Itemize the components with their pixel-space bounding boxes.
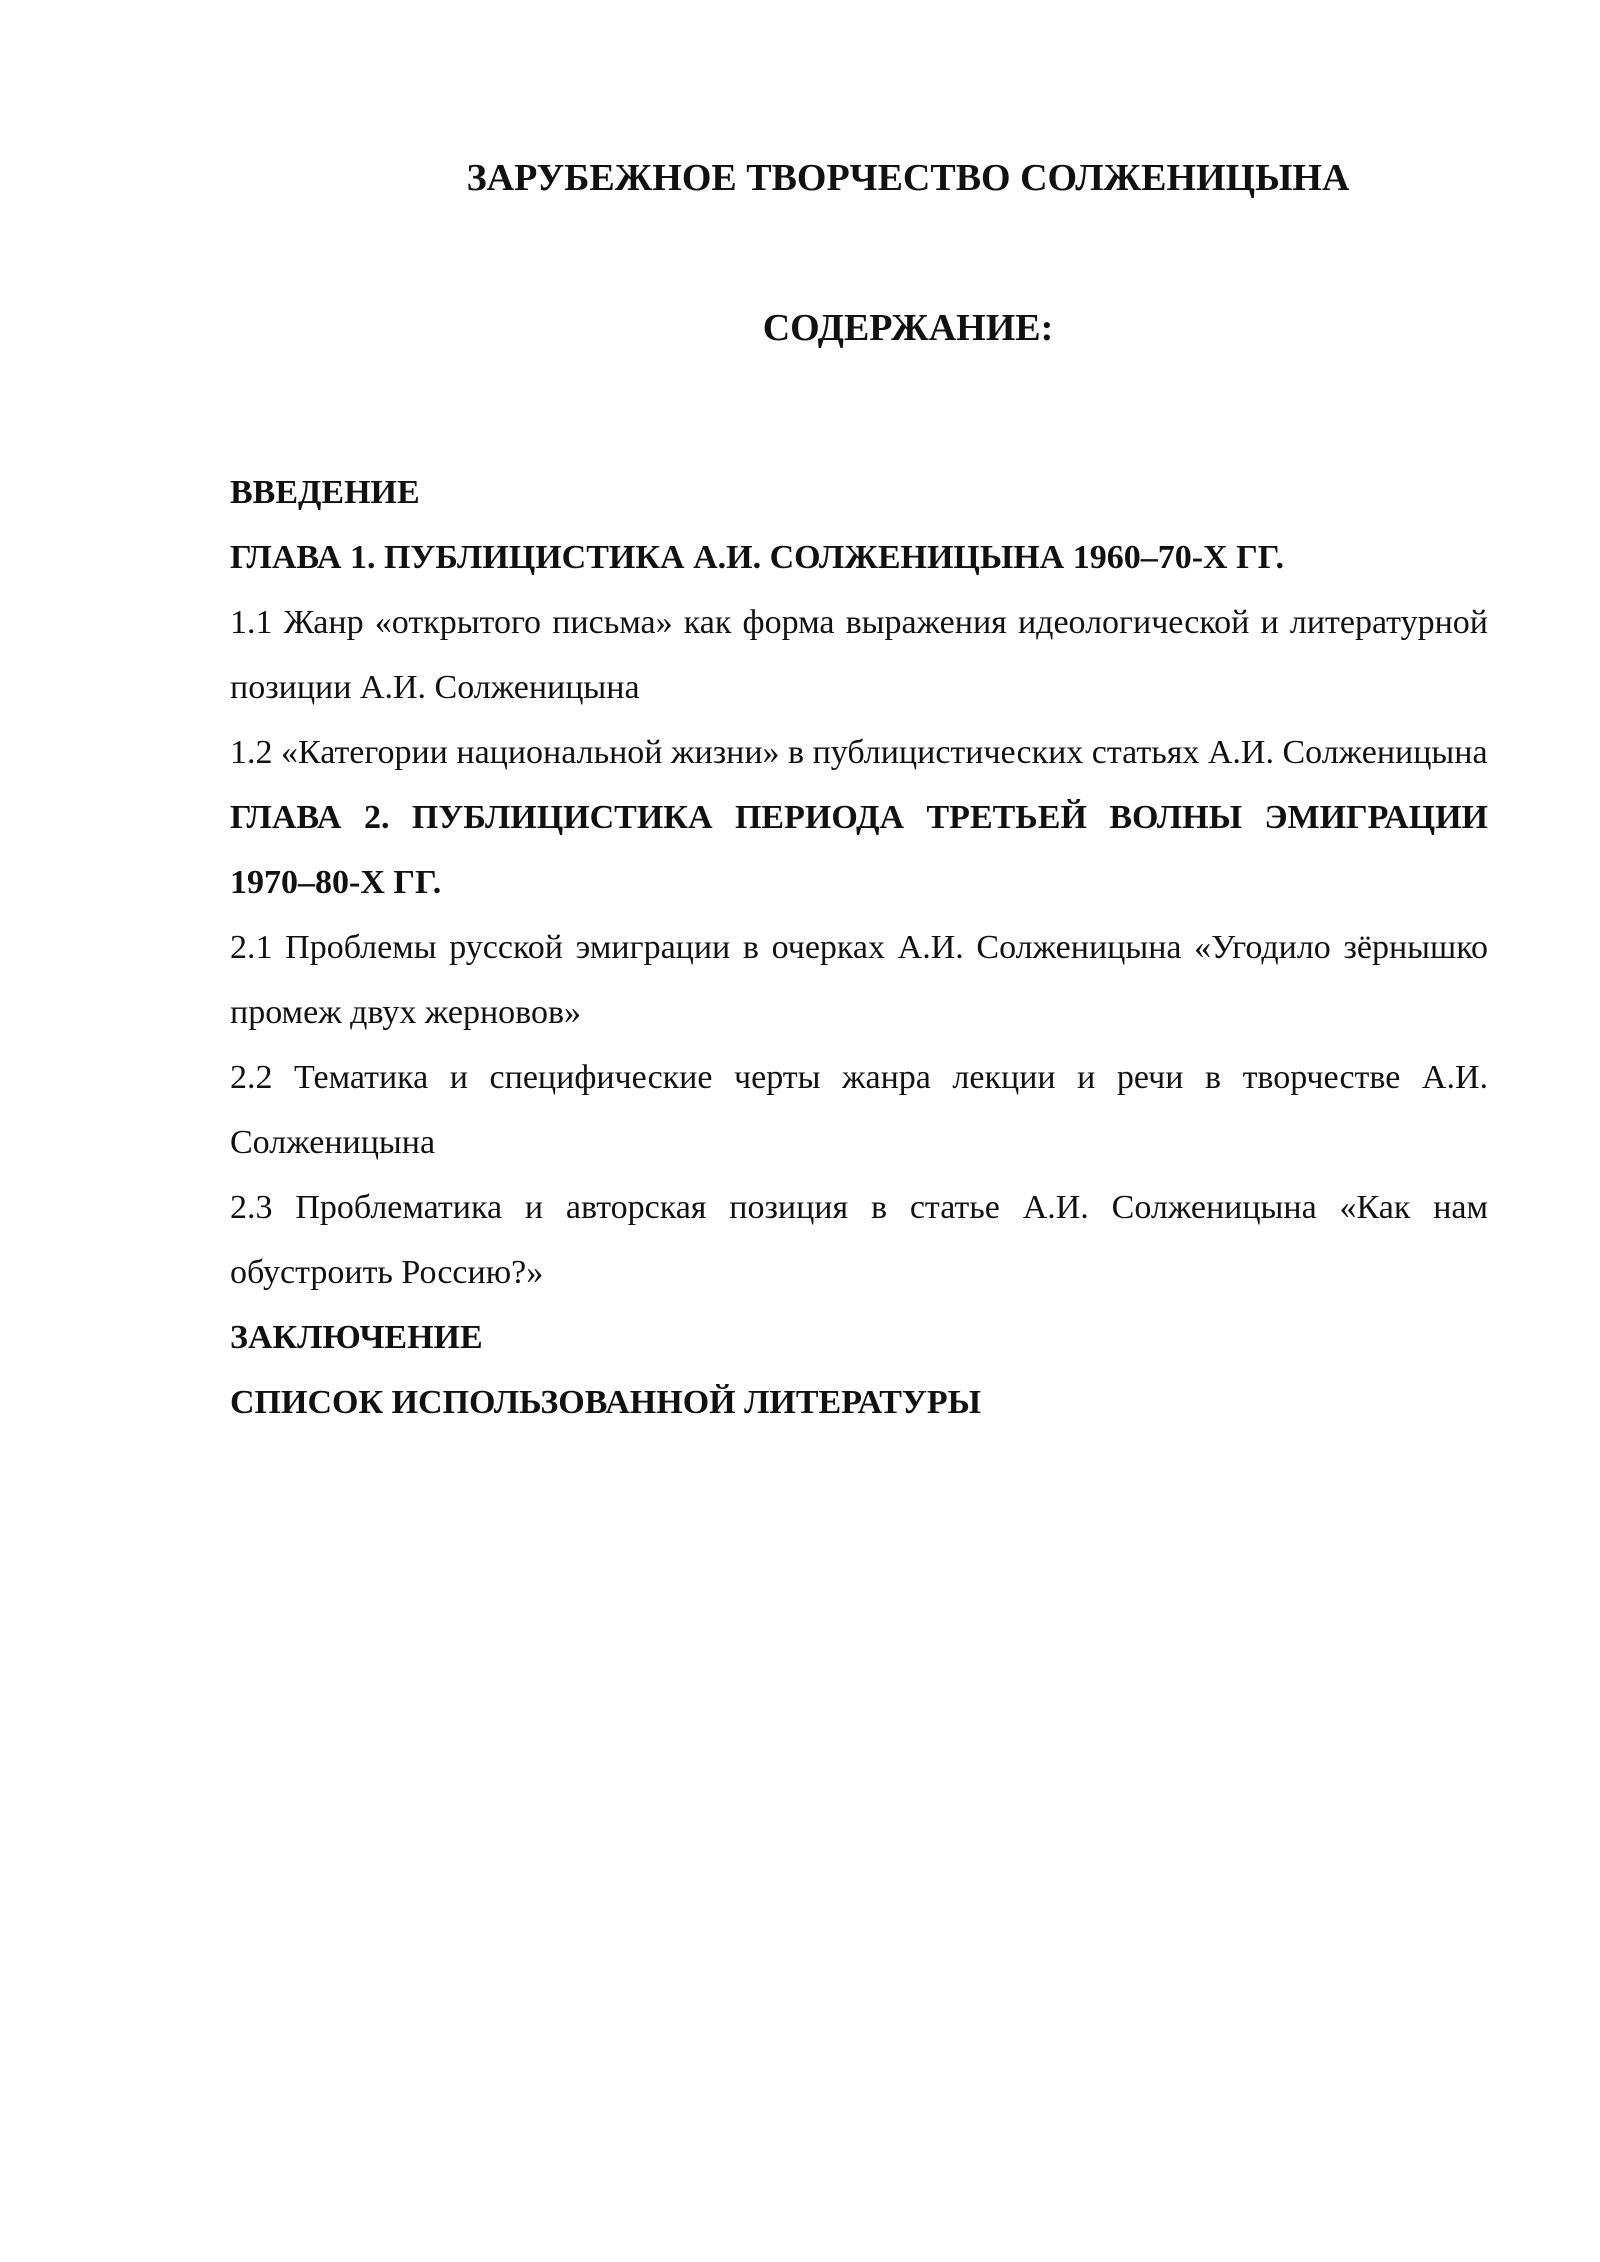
toc-item-bibliography: СПИСОК ИСПОЛЬЗОВАННОЙ ЛИТЕРАТУРЫ [230,1384,981,1421]
toc-item-chapter-1: ГЛАВА 1. ПУБЛИЦИСТИКА А.И. СОЛЖЕНИЦЫНА 1960–70-Х ГГ. [230,539,1285,576]
toc-item-section-1-2: 1.2 «Категории национальной жизни» в публицистических статьях А.И. Солженицына [230,734,1488,771]
toc-item-section-2-2: 2.2 Тематика и специфические черты жанра лекции и речи в творчестве А.И. Солженицына [230,1059,1488,1161]
toc-item-section-2-3: 2.3 Проблематика и авторская позиция в статье А.И. Солженицына «Как нам обустроить Россию?» [230,1189,1488,1291]
document-title: ЗАРУБЕЖНОЕ ТВОРЧЕСТВО СОЛЖЕНИЦЫНА [466,157,1350,199]
toc-item-section-2-1: 2.1 Проблемы русской эмиграции в очерках А.И. Солженицына «Угодило зёрнышко промеж двух жерновов» [230,929,1488,1031]
toc-item-section-1-1: 1.1 Жанр «открытого письма» как форма выражения идеологической и литературной позиции А.И. Солженицына [230,604,1488,706]
toc-item-introduction: ВВЕДЕНИЕ [230,474,420,511]
toc-heading: СОДЕРЖАНИЕ: [762,307,1054,349]
table-of-contents [230,460,1488,1435]
toc-item-chapter-2: ГЛАВА 2. ПУБЛИЦИСТИКА ПЕРИОДА ТРЕТЬЕЙ ВОЛНЫ ЭМИГРАЦИИ 1970–80-Х ГГ. [230,799,1488,901]
toc-item-conclusion: ЗАКЛЮЧЕНИЕ [230,1319,483,1356]
